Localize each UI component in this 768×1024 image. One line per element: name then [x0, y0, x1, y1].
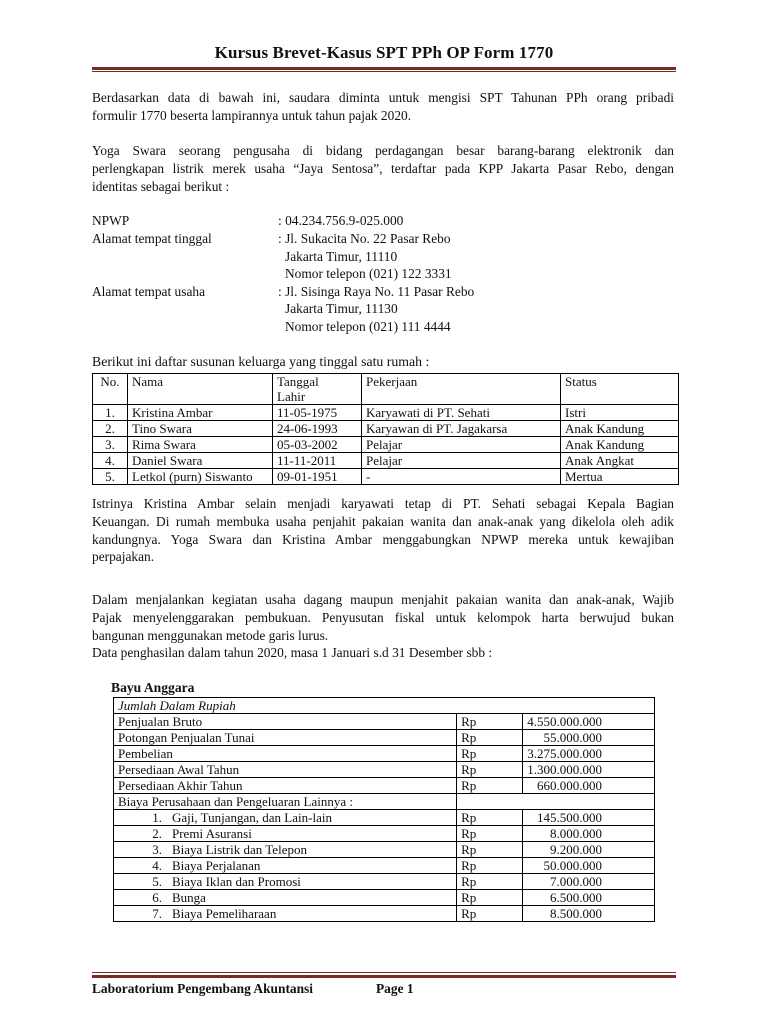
- table-row: [114, 714, 655, 730]
- row-currency: Rp: [457, 746, 523, 762]
- footer-lab-name: Laboratorium Pengembang Akuntansi: [92, 981, 313, 996]
- expense-label: [114, 890, 457, 906]
- cell-name: Letkol (purn) Siswanto: [128, 469, 273, 485]
- finance-table: [113, 697, 655, 922]
- wife-line: Keuangan. Di rumah membuka usaha penjahit pakaian wanita dan anak-anak yang dikelola oleh adik: [92, 513, 674, 529]
- cell-name: Kristina Ambar: [128, 405, 273, 421]
- table-row: [114, 858, 655, 874]
- expense-no: 6.: [152, 890, 162, 905]
- cell-occupation: -: [362, 469, 561, 485]
- cell-name: Daniel Swara: [128, 453, 273, 469]
- family-caption: Berikut ini daftar susunan keluarga yang tinggal satu rumah :: [92, 354, 430, 369]
- row-label: Penjualan Bruto: [114, 714, 457, 730]
- business-line: Data penghasilan dalam tahun 2020, masa 1 Januari s.d 31 Desember sbb :: [92, 645, 493, 661]
- description-line: identitas sebagai berikut :: [92, 178, 230, 194]
- business-line: bangunan menggunakan metode garis lurus.: [92, 627, 329, 643]
- document-title: Kursus Brevet-Kasus SPT PPh OP Form 1770: [214, 43, 554, 62]
- page-number: Page 1: [376, 981, 414, 996]
- cell-birthdate: 11-05-1975: [273, 405, 362, 421]
- expense-name: Bunga: [172, 890, 206, 905]
- expense-no: 2.: [152, 826, 162, 841]
- row-label: Persediaan Akhir Tahun: [114, 778, 457, 794]
- cell-occupation: Karyawati di PT. Sehati: [362, 405, 561, 421]
- table-row: [114, 730, 655, 746]
- table-row: [93, 453, 679, 469]
- cell-birthdate: 05-03-2002: [273, 437, 362, 453]
- business-address-line: : Jl. Sisinga Raya No. 11 Pasar Rebo: [278, 284, 475, 299]
- table-row: [114, 906, 655, 922]
- cell-status: Anak Kandung: [561, 421, 679, 437]
- cell-status: Istri: [561, 405, 679, 421]
- row-currency: Rp: [457, 762, 523, 778]
- wife-line: kandungnya. Yoga Swara dan Kristina Ambar menggabungkan NPWP mereka untuk kewajiban: [92, 531, 674, 547]
- expense-header-row: [114, 794, 655, 810]
- row-currency: Rp: [457, 778, 523, 794]
- header-birthdate: Tanggal Lahir: [273, 374, 362, 405]
- expense-name: Biaya Iklan dan Promosi: [172, 874, 301, 889]
- row-amount: 3.275.000.000: [523, 746, 655, 762]
- table-row: [93, 437, 679, 453]
- expense-amount: 8.500.000: [523, 906, 655, 922]
- expense-label: [114, 858, 457, 874]
- business-phone: Nomor telepon (021) 111 4444: [285, 319, 451, 334]
- expense-currency: Rp: [457, 842, 523, 858]
- table-row: [114, 890, 655, 906]
- expense-currency: Rp: [457, 890, 523, 906]
- npwp-label: NPWP: [92, 213, 130, 228]
- intro-line: formulir 1770 beserta lampirannya untuk tahun pajak 2020.: [92, 107, 412, 123]
- expense-amount: 7.000.000: [523, 874, 655, 890]
- cell-name: Rima Swara: [128, 437, 273, 453]
- expense-no: 7.: [152, 906, 162, 921]
- home-address-label: Alamat tempat tinggal: [92, 231, 212, 246]
- business-address-line: Jakarta Timur, 11130: [285, 301, 398, 316]
- table-row: [114, 874, 655, 890]
- home-address-line: Jakarta Timur, 11110: [285, 249, 398, 264]
- table-row: [114, 778, 655, 794]
- home-phone: Nomor telepon (021) 122 3331: [285, 266, 452, 281]
- expense-name: Premi Asuransi: [172, 826, 252, 841]
- header-occupation: Pekerjaan: [362, 374, 561, 405]
- expense-no: 3.: [152, 842, 162, 857]
- header-rule-thick: [92, 67, 676, 70]
- family-header-row: [93, 374, 679, 405]
- cell-no: 4.: [93, 453, 128, 469]
- expense-label: [114, 906, 457, 922]
- cell-name: Tino Swara: [128, 421, 273, 437]
- table-row: [114, 746, 655, 762]
- npwp-value: : 04.234.756.9-025.000: [278, 213, 404, 228]
- row-label: Pembelian: [114, 746, 457, 762]
- expense-amount: 50.000.000: [523, 858, 655, 874]
- row-amount: 55.000.000: [523, 730, 655, 746]
- expense-amount: 145.500.000: [523, 810, 655, 826]
- row-currency: Rp: [457, 714, 523, 730]
- expense-label: [114, 874, 457, 890]
- unit-note: Jumlah Dalam Rupiah: [114, 698, 655, 714]
- expense-label: [114, 826, 457, 842]
- wife-line: perpajakan.: [92, 549, 155, 565]
- cell-no: 1.: [93, 405, 128, 421]
- intro-line: Berdasarkan data di bawah ini, saudara diminta untuk mengisi SPT Tahunan PPh orang pribadi: [92, 90, 674, 105]
- footer-rule-thin: [92, 972, 676, 973]
- row-amount: 4.550.000.000: [523, 714, 655, 730]
- header-rule-thin: [92, 71, 676, 72]
- expense-name: Biaya Listrik dan Telepon: [172, 842, 307, 857]
- cell-no: 3.: [93, 437, 128, 453]
- row-label: Persediaan Awal Tahun: [114, 762, 457, 778]
- cell-birthdate: 09-01-1951: [273, 469, 362, 485]
- cell-status: Mertua: [561, 469, 679, 485]
- table-row: [114, 762, 655, 778]
- row-amount: 1.300.000.000: [523, 762, 655, 778]
- wife-line: Istrinya Kristina Ambar selain menjadi karyawati tetap di PT. Sehati sebagai Kepala Bagian: [92, 496, 674, 511]
- table-row: [114, 810, 655, 826]
- cell-occupation: Pelajar: [362, 453, 561, 469]
- cell-status: Anak Kandung: [561, 437, 679, 453]
- finance-subtitle: Bayu Anggara: [111, 680, 195, 695]
- cell-status: Anak Angkat: [561, 453, 679, 469]
- row-amount: 660.000.000: [523, 778, 655, 794]
- expense-currency: Rp: [457, 826, 523, 842]
- table-row: [93, 469, 679, 485]
- expense-currency: Rp: [457, 906, 523, 922]
- business-paragraph: [92, 591, 674, 662]
- expense-name: Gaji, Tunjangan, dan Lain-lain: [172, 810, 332, 825]
- intro-paragraph: [92, 89, 674, 125]
- table-row: [93, 405, 679, 421]
- expense-no: 5.: [152, 874, 162, 889]
- table-row: [93, 421, 679, 437]
- expense-no: 4.: [152, 858, 162, 873]
- cell-birthdate: 11-11-2011: [273, 453, 362, 469]
- cell-occupation: Karyawan di PT. Jagakarsa: [362, 421, 561, 437]
- unit-note-row: [114, 698, 655, 714]
- cell-occupation: Pelajar: [362, 437, 561, 453]
- header-no: No.: [93, 374, 128, 405]
- header-name: Nama: [128, 374, 273, 405]
- header-status: Status: [561, 374, 679, 405]
- business-line: Dalam menjalankan kegiatan usaha dagang maupun menjahit pakaian wanita dan anak-anak, Wajib: [92, 592, 674, 607]
- expense-currency: Rp: [457, 858, 523, 874]
- wife-paragraph: [92, 495, 674, 566]
- expense-amount: 6.500.000: [523, 890, 655, 906]
- cell-no: 2.: [93, 421, 128, 437]
- business-line: Pajak menyelenggarakan pembukuan. Penyusutan fiskal untuk kelompok harta berwujud bukan: [92, 609, 674, 625]
- expense-name: Biaya Perjalanan: [172, 858, 261, 873]
- cell-no: 5.: [93, 469, 128, 485]
- cell-birthdate: 24-06-1993: [273, 421, 362, 437]
- home-address-line: : Jl. Sukacita No. 22 Pasar Rebo: [278, 231, 451, 246]
- expense-header-blank: [457, 794, 655, 810]
- expense-label: [114, 842, 457, 858]
- table-row: [114, 826, 655, 842]
- row-currency: Rp: [457, 730, 523, 746]
- description-paragraph: [92, 142, 674, 195]
- description-line: perlengkapan listrik merek usaha “Jaya Sentosa”, terdaftar pada KPP Jakarta Pasar Rebo, dengan: [92, 160, 674, 176]
- expense-label: [114, 810, 457, 826]
- footer-rule-thick: [92, 975, 676, 978]
- expense-currency: Rp: [457, 810, 523, 826]
- table-row: [114, 842, 655, 858]
- expense-currency: Rp: [457, 874, 523, 890]
- row-label: Potongan Penjualan Tunai: [114, 730, 457, 746]
- expense-amount: 9.200.000: [523, 842, 655, 858]
- expense-no: 1.: [152, 810, 162, 825]
- description-line: Yoga Swara seorang pengusaha di bidang perdagangan besar barang-barang elektronik dan: [92, 143, 674, 158]
- expense-header: Biaya Perusahaan dan Pengeluaran Lainnya :: [114, 794, 457, 810]
- family-table: [92, 373, 679, 485]
- expense-amount: 8.000.000: [523, 826, 655, 842]
- business-address-label: Alamat tempat usaha: [92, 284, 206, 299]
- expense-name: Biaya Pemeliharaan: [172, 906, 277, 921]
